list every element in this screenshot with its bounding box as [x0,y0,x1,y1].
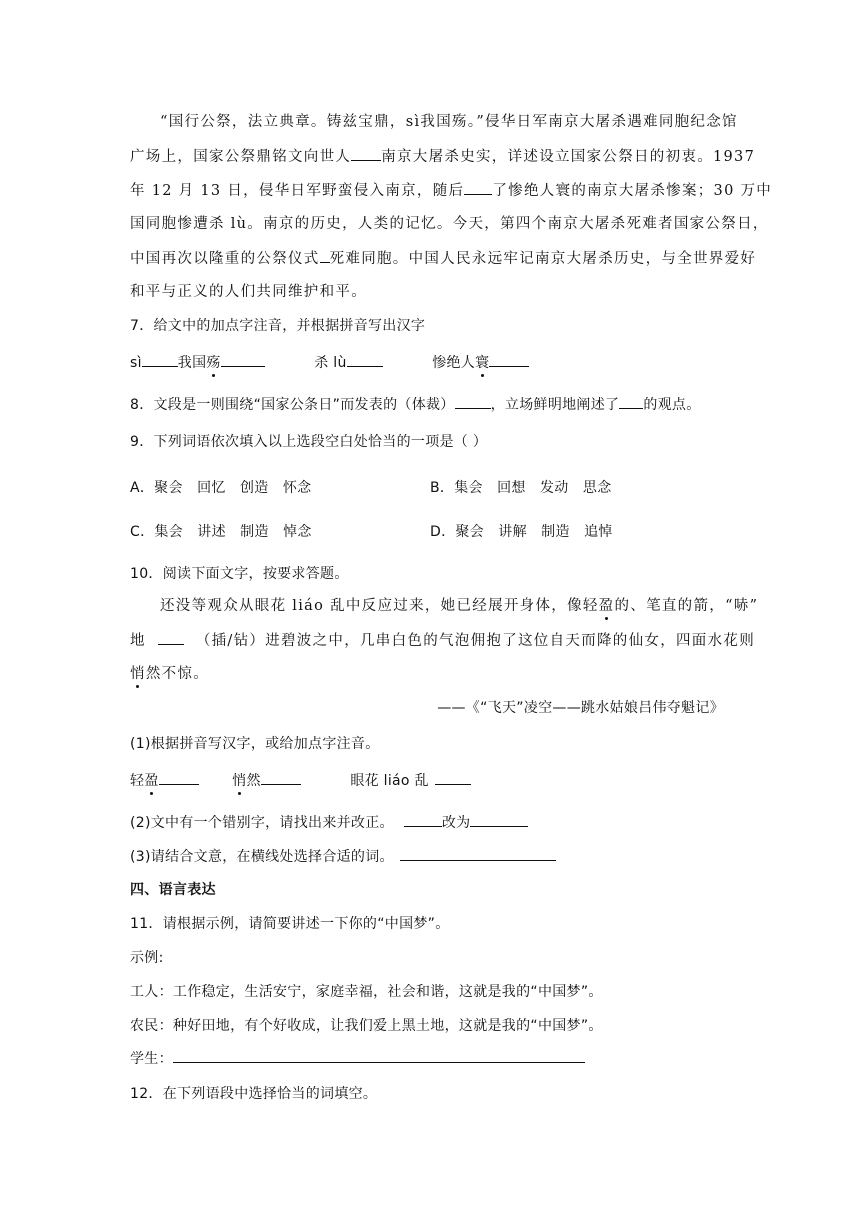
student-answer-line [130,1048,585,1069]
fill-blank-3[interactable] [320,248,330,263]
question-text: 10．阅读下面文字，按要求答题。 [130,566,349,582]
dotted-char: 悄 [232,773,247,789]
answer-blank[interactable] [261,770,301,785]
question-9-row-1 [130,478,311,498]
pinyin-text: 杀 lù [314,355,347,371]
question-text: 7．给文中的加点字注音，并根据拼音写出汉字 [130,318,426,334]
passage-text: 南京大屠杀史实，详述设立国家公祭日的初衷。1937 [381,149,756,165]
section-heading: 四、语言表达 [130,882,216,898]
question-text: ，立场鲜明地阐述了 [490,397,620,413]
q10-passage-line-3 [130,664,209,684]
example-farmer [130,1016,603,1036]
question-text: (3)请结合文意，在横线处选择合适的词。 [130,849,394,865]
option-a[interactable]: A．聚会 回忆 创造 怀念 [130,480,312,496]
passage-line-2 [130,146,755,167]
answer-blank[interactable] [435,770,471,785]
question-text: (1)根据拼音写汉字，或给加点字注音。 [130,736,380,752]
fill-blank-2[interactable] [464,180,492,195]
answer-blank[interactable] [619,394,643,409]
answer-blank[interactable] [142,352,178,367]
passage-line-5 [130,248,756,269]
passage-text: “国行公祭，法立典章。铸兹宝鼎，sì我国殇。”侵华日军南京大屠杀遇难同胞纪念馆 [160,114,738,130]
answer-blank[interactable] [347,352,383,367]
passage-text: 中国再次以隆重的公祭仪式 [130,251,320,267]
dotted-char: 悄 [130,666,146,682]
answer-blank[interactable] [221,352,265,367]
question-text: 8．文段是一则围绕“国家公条日”而发表的（体裁） [130,397,455,413]
question-text: 11．请根据示例，请简要讲述一下你的“中国梦”。 [130,916,450,932]
example-label [130,948,164,968]
q10-passage-line-2 [130,630,755,651]
question-text: 9．下列词语依次填入以上选段空白处恰当的一项是（ ） [130,434,488,450]
label-text: 学生： [130,1051,173,1067]
question-9-row-2 [130,522,312,542]
section-4-title [130,880,216,900]
q10-sub-1-answers [130,770,471,791]
passage-text: 地 [130,633,146,649]
pinyin-text: sì [130,355,142,371]
example-text: 示例: [130,950,164,966]
passage-text: 的、笔直的箭，“哧” [614,598,759,614]
question-7-stem [130,316,425,336]
example-text: 工人：工作稳定，生活安宁，家庭幸福，社会和谐，这就是我的“中国梦”。 [130,984,603,1000]
passage-text: 和平与正义的人们共同维护和平。 [130,284,367,300]
dotted-char: 殇 [206,355,221,371]
fill-blank-4[interactable] [158,630,184,645]
option-b[interactable]: B．集会 回想 发动 思念 [430,480,612,496]
question-9-stem [130,432,487,452]
question-text: 改为 [441,815,471,831]
answer-blank[interactable] [489,352,529,367]
answer-blank[interactable] [400,846,556,861]
q10-passage-line-1 [160,596,758,616]
question-text: 的观点。 [643,397,701,413]
pinyin-text: 眼花 liáo 乱 [350,773,429,789]
question-10-stem [130,564,349,584]
question-7-answers [130,352,529,373]
source-text: ——《“飞天”凌空——跳水姑娘吕伟夺魁记》 [437,700,724,716]
option-d[interactable]: D．聚会 讲解 制造 追悼 [430,524,613,540]
passage-text: 广场上，国家公祭鼎铭文向世人 [130,149,352,165]
fill-blank-1[interactable] [351,146,381,161]
question-text: (2)文中有一个错别字，请找出来并改正。 [130,815,394,831]
word-text: 然 [246,773,261,789]
passage-text: 了惨绝人寰的南京大屠杀惨案；30 万中 [492,183,773,199]
answer-blank[interactable] [470,812,528,827]
answer-blank[interactable] [173,1048,585,1063]
example-text: 农民：种好田地，有个好收成，让我们爱上黑土地，这就是我的“中国梦”。 [130,1018,603,1034]
answer-blank[interactable] [404,812,442,827]
q10-sub-3 [130,846,556,867]
passage-line-6 [130,282,367,302]
passage-text: 还没等观众从眼花 liáo 乱中反应过来，她已经展开身体，像轻 [160,598,599,614]
passage-line-1 [160,112,738,132]
passage-text: 国同胞惨遭杀 lù。南京的历史，人类的记忆。今天，第四个南京大屠杀死难者国家公祭日， [130,216,769,232]
word-text: 惨绝人 [432,355,476,371]
question-9-option-b-wrap [430,478,612,498]
dotted-char: 盈 [144,773,159,789]
question-9-option-d-wrap [430,522,613,542]
passage-line-3 [130,180,772,201]
q10-sub-1 [130,734,380,754]
word-text: 我国 [177,355,207,371]
passage-text: 然不惊。 [145,666,210,682]
passage-text: 年 12 月 13 日，侵华日军野蛮侵入南京，随后 [130,183,465,199]
dotted-char: 寰 [475,355,490,371]
passage-text: （插/钻）进碧波之中，几串白色的气泡佣抱了这位自天而降的仙女，四面水花则 [195,633,755,649]
example-worker [130,982,603,1002]
q10-sub-2 [130,812,528,833]
question-8 [130,394,701,415]
passage-line-4 [130,214,769,234]
option-c[interactable]: C．集会 讲述 制造 悼念 [130,524,312,540]
question-12-stem [130,1084,377,1104]
dotted-char: 盈 [598,598,615,614]
question-text: 12．在下列语段中选择恰当的词填空。 [130,1086,378,1102]
passage-source [437,698,724,718]
passage-text: 死难同胞。中国人民永远牢记南京大屠杀历史，与全世界爱好 [329,251,757,267]
question-11-stem [130,914,450,934]
answer-blank[interactable] [159,770,199,785]
word-text: 轻 [130,773,145,789]
answer-blank[interactable] [455,394,491,409]
